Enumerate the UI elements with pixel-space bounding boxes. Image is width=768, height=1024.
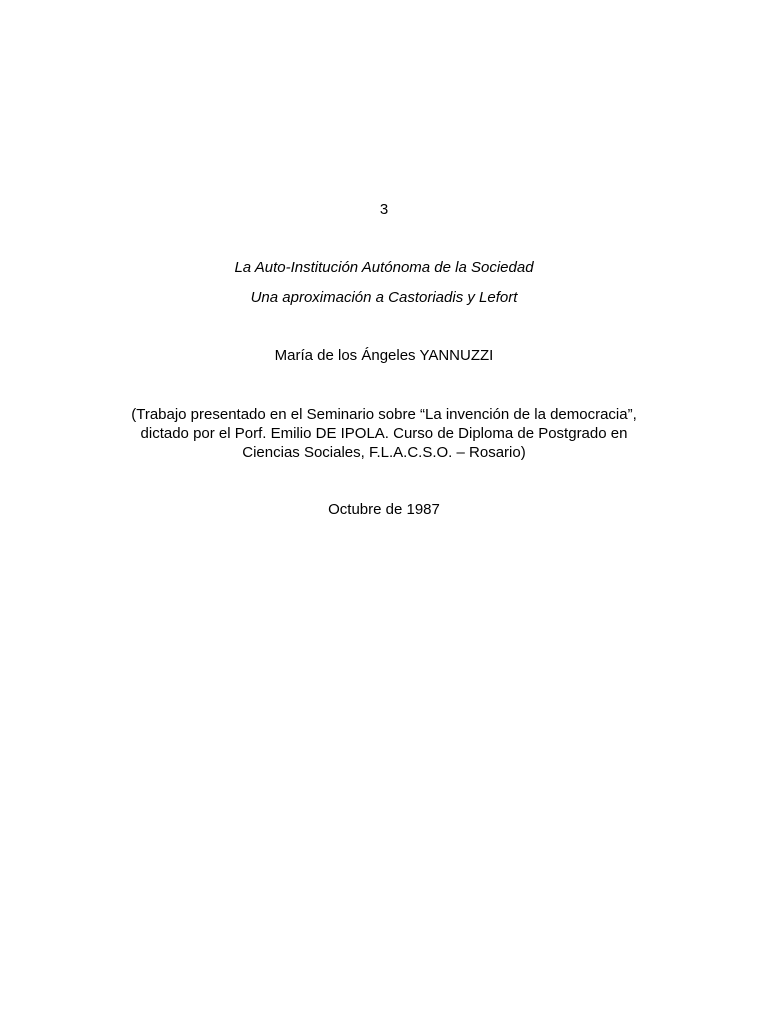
document-title: La Auto-Institución Autónoma de la Sociedad bbox=[234, 259, 534, 276]
note-line: Ciencias Sociales, F.L.A.C.S.O. – Rosario) bbox=[242, 444, 526, 461]
page-number: 3 bbox=[379, 201, 389, 218]
author-name: María de los Ángeles YANNUZZI bbox=[274, 347, 494, 364]
presentation-note bbox=[0, 405, 768, 462]
document-date: Octubre de 1987 bbox=[328, 501, 440, 518]
note-line: (Trabajo presentado en el Seminario sobre “La invención de la democracia”, bbox=[131, 406, 637, 423]
note-line: dictado por el Porf. Emilio DE IPOLA. Curso de Diploma de Postgrado en bbox=[140, 425, 628, 442]
document-subtitle: Una aproximación a Castoriadis y Lefort bbox=[250, 289, 518, 306]
